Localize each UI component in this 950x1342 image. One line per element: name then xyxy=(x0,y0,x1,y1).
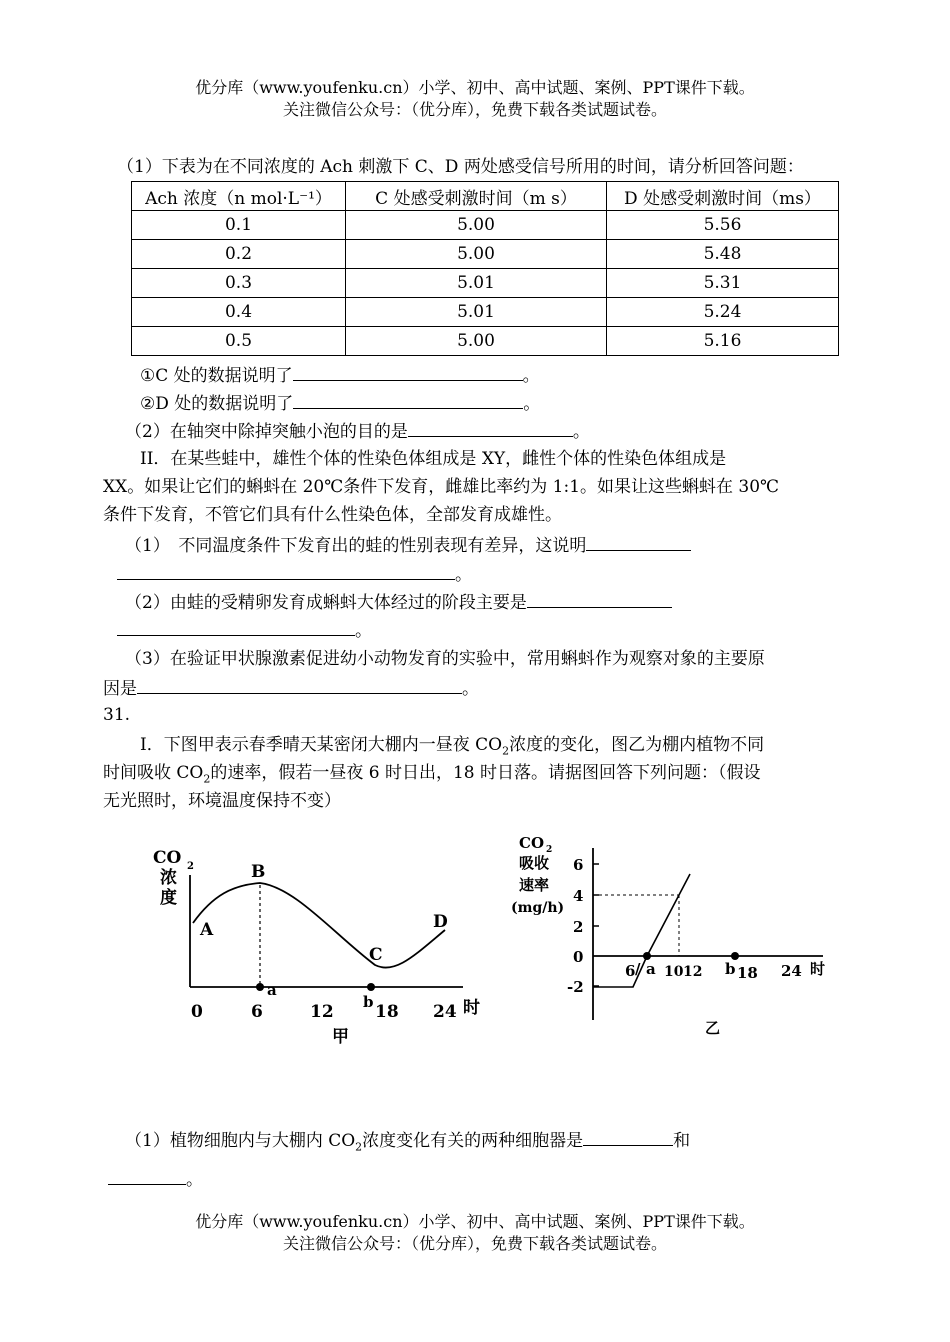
table-cell: 0.2 xyxy=(132,240,346,269)
sec2-q2-line xyxy=(125,589,672,615)
tick-18: 18 xyxy=(375,1002,399,1022)
q31-1-text: 浓度变化有关的两种细胞器是 xyxy=(362,1131,584,1151)
period: 。 xyxy=(462,679,479,699)
ylabel-char: 浓 xyxy=(160,868,177,888)
point-label-A: A xyxy=(200,920,214,940)
tick-slash: / xyxy=(635,960,641,978)
ylabel-sub: 2 xyxy=(187,861,194,872)
sec2-q3-line-1: （3）在验证甲状腺激素促进幼小动物发育的实验中，常用蝌蚪作为观察对象的主要原 xyxy=(125,649,765,669)
ytick-label: 2 xyxy=(573,918,584,936)
subscript: 2 xyxy=(203,772,211,786)
ylabel-char: 速率 xyxy=(519,876,550,894)
table-cell: 5.01 xyxy=(346,269,607,298)
answer-blank[interactable] xyxy=(293,390,523,409)
table-cell: 5.01 xyxy=(346,298,607,327)
q31-1-cont xyxy=(108,1166,203,1192)
q1-b-line xyxy=(140,390,540,416)
period: 。 xyxy=(522,366,540,386)
ytick-label: -2 xyxy=(567,978,584,996)
mark-a: a xyxy=(646,960,656,978)
answer-blank[interactable] xyxy=(137,675,462,694)
ylabel-unit: (mg/h) xyxy=(511,900,565,916)
table-cell: 0.4 xyxy=(132,298,346,327)
mark-b: b xyxy=(725,960,736,978)
tick-12: 12 xyxy=(310,1002,334,1022)
subscript: 2 xyxy=(502,744,510,758)
answer-blank[interactable] xyxy=(527,589,672,608)
table-cell: 0.3 xyxy=(132,269,346,298)
xtick-12: 12 xyxy=(683,964,703,980)
table-row xyxy=(132,269,839,298)
dot-a xyxy=(643,952,651,960)
chart-jia xyxy=(145,835,495,1050)
q31-text: 浓度的变化，图乙为棚内植物不同 xyxy=(509,735,765,755)
table-cell: 5.56 xyxy=(607,211,839,240)
period: 。 xyxy=(455,565,472,585)
mark-a: a xyxy=(267,981,277,999)
table-header-row xyxy=(132,182,839,211)
sec2-q3-line-2 xyxy=(103,675,479,701)
table-row xyxy=(132,240,839,269)
table-cell: 5.48 xyxy=(607,240,839,269)
table-cell: 5.00 xyxy=(346,240,607,269)
q31-text: 的速率，假若一昼夜 6 时日出，18 时日落。请据图回答下列问题：（假设 xyxy=(210,763,761,783)
tick-24: 24 xyxy=(433,1002,457,1022)
sec2-q2-cont xyxy=(117,617,372,643)
mark-b: b xyxy=(363,993,374,1011)
ylabel-co2: CO xyxy=(519,834,545,852)
ytick-label: 4 xyxy=(573,887,584,905)
period: 。 xyxy=(355,621,372,641)
tick-0: 0 xyxy=(191,1002,203,1022)
table-cell: 5.16 xyxy=(607,327,839,356)
q2-line xyxy=(125,418,590,444)
q31-text: 时间吸收 CO xyxy=(103,763,204,783)
q1-a-line xyxy=(140,362,540,388)
q31-1-line xyxy=(125,1127,690,1159)
table-cell: 0.1 xyxy=(132,211,346,240)
period: 。 xyxy=(523,394,541,414)
xtick-18: 18 xyxy=(737,964,758,982)
answer-blank[interactable] xyxy=(117,617,355,636)
ytick-label: 0 xyxy=(573,948,584,966)
answer-blank[interactable] xyxy=(583,1127,673,1146)
q31-line-2 xyxy=(103,761,761,791)
xtick-6: 6 xyxy=(625,962,636,980)
table-header-cell: Ach 浓度（n mol·L⁻¹） xyxy=(132,182,346,211)
sec2-q3-text: 因是 xyxy=(103,679,137,699)
dot-b xyxy=(367,983,375,991)
point-label-D: D xyxy=(433,912,448,932)
footer-line-2: 关注微信公众号：（优分库），免费下载各类试题试卷。 xyxy=(282,1234,667,1253)
sec2-q1-line xyxy=(125,532,691,558)
ylabel-sub: 2 xyxy=(546,845,553,855)
sec2-line-1: II．在某些蛙中，雄性个体的性染色体组成是 XY，雌性个体的性染色体组成是 xyxy=(140,449,727,469)
q31-line-1 xyxy=(140,733,764,763)
chart-caption-jia: 甲 xyxy=(332,1027,349,1047)
q2-text: （2）在轴突中除掉突触小泡的目的是 xyxy=(125,422,408,442)
q31-text: I．下图甲表示春季晴天某密闭大棚内一昼夜 CO xyxy=(140,735,503,755)
answer-blank[interactable] xyxy=(408,418,573,437)
co2-curve xyxy=(193,883,445,968)
period: 。 xyxy=(186,1170,203,1190)
x-unit: 时 xyxy=(463,998,480,1018)
point-label-C: C xyxy=(369,945,383,965)
table-header-cell: D 处感受刺激时间（ms） xyxy=(607,182,839,211)
ylabel-char: 度 xyxy=(160,888,177,908)
sec2-q2-text: （2）由蛙的受精卵发育成蝌蚪大体经过的阶段主要是 xyxy=(125,593,527,613)
sec2-q1-cont xyxy=(117,561,472,587)
subscript: 2 xyxy=(355,1140,363,1154)
footer-line-1: 优分库（www.youfenku.cn）小学、初中、高中试题、案例、PPT课件下载。 xyxy=(195,1212,755,1231)
header-line-2: 关注微信公众号：（优分库），免费下载各类试题试卷。 xyxy=(282,100,667,119)
ach-table xyxy=(131,181,839,356)
dot-b xyxy=(731,952,739,960)
answer-blank[interactable] xyxy=(108,1166,186,1185)
q31-1-text: （1）植物细胞内与大棚内 CO xyxy=(125,1131,356,1151)
table-cell: 5.00 xyxy=(346,211,607,240)
ylabel-char: 吸收 xyxy=(519,854,550,872)
dot-a xyxy=(256,983,264,991)
answer-blank[interactable] xyxy=(293,362,523,381)
q1-a-text: ①C 处的数据说明了 xyxy=(140,366,293,386)
q1-b-text: ②D 处的数据说明了 xyxy=(140,394,294,414)
sec2-line-3: 条件下发育，不管它们具有什么性染色体，全部发育成雄性。 xyxy=(103,505,562,525)
table-cell: 0.5 xyxy=(132,327,346,356)
ylabel-co2: CO xyxy=(153,848,182,868)
xtick-10: 10 xyxy=(664,964,684,980)
header-line-1: 优分库（www.youfenku.cn）小学、初中、高中试题、案例、PPT课件下载。 xyxy=(195,78,755,97)
table-cell: 5.24 xyxy=(607,298,839,327)
xtick-24: 24 xyxy=(781,962,802,980)
chart-caption-yi: 乙 xyxy=(705,1019,721,1037)
tick-6: 6 xyxy=(251,1002,263,1022)
answer-blank[interactable] xyxy=(117,561,455,580)
ytick-label: 6 xyxy=(573,856,584,874)
sec2-line-2: XX。如果让它们的蝌蚪在 20℃条件下发育，雌雄比率约为 1:1。如果让这些蝌蚪在 30℃ xyxy=(103,477,780,497)
table-row xyxy=(132,298,839,327)
chart-yi xyxy=(505,828,835,1043)
table-row xyxy=(132,211,839,240)
sec2-q1-text: （1） 不同温度条件下发育出的蛙的性别表现有差异，这说明 xyxy=(125,536,587,556)
answer-blank[interactable] xyxy=(586,532,691,551)
q31-line-3: 无光照时，环境温度保持不变） xyxy=(103,791,341,811)
table-cell: 5.00 xyxy=(346,327,607,356)
q31-1-text: 和 xyxy=(673,1131,691,1151)
x-unit: 时 xyxy=(810,960,826,978)
table-row xyxy=(132,327,839,356)
table-cell: 5.31 xyxy=(607,269,839,298)
period: 。 xyxy=(572,422,590,442)
table-header-cell: C 处感受刺激时间（m s） xyxy=(346,182,607,211)
q31-number: 31. xyxy=(103,705,131,725)
point-label-B: B xyxy=(251,862,266,882)
q1-intro: （1）下表为在不同浓度的 Ach 刺激下 C、D 两处感受信号所用的时间，请分析回答问题： xyxy=(117,157,804,177)
